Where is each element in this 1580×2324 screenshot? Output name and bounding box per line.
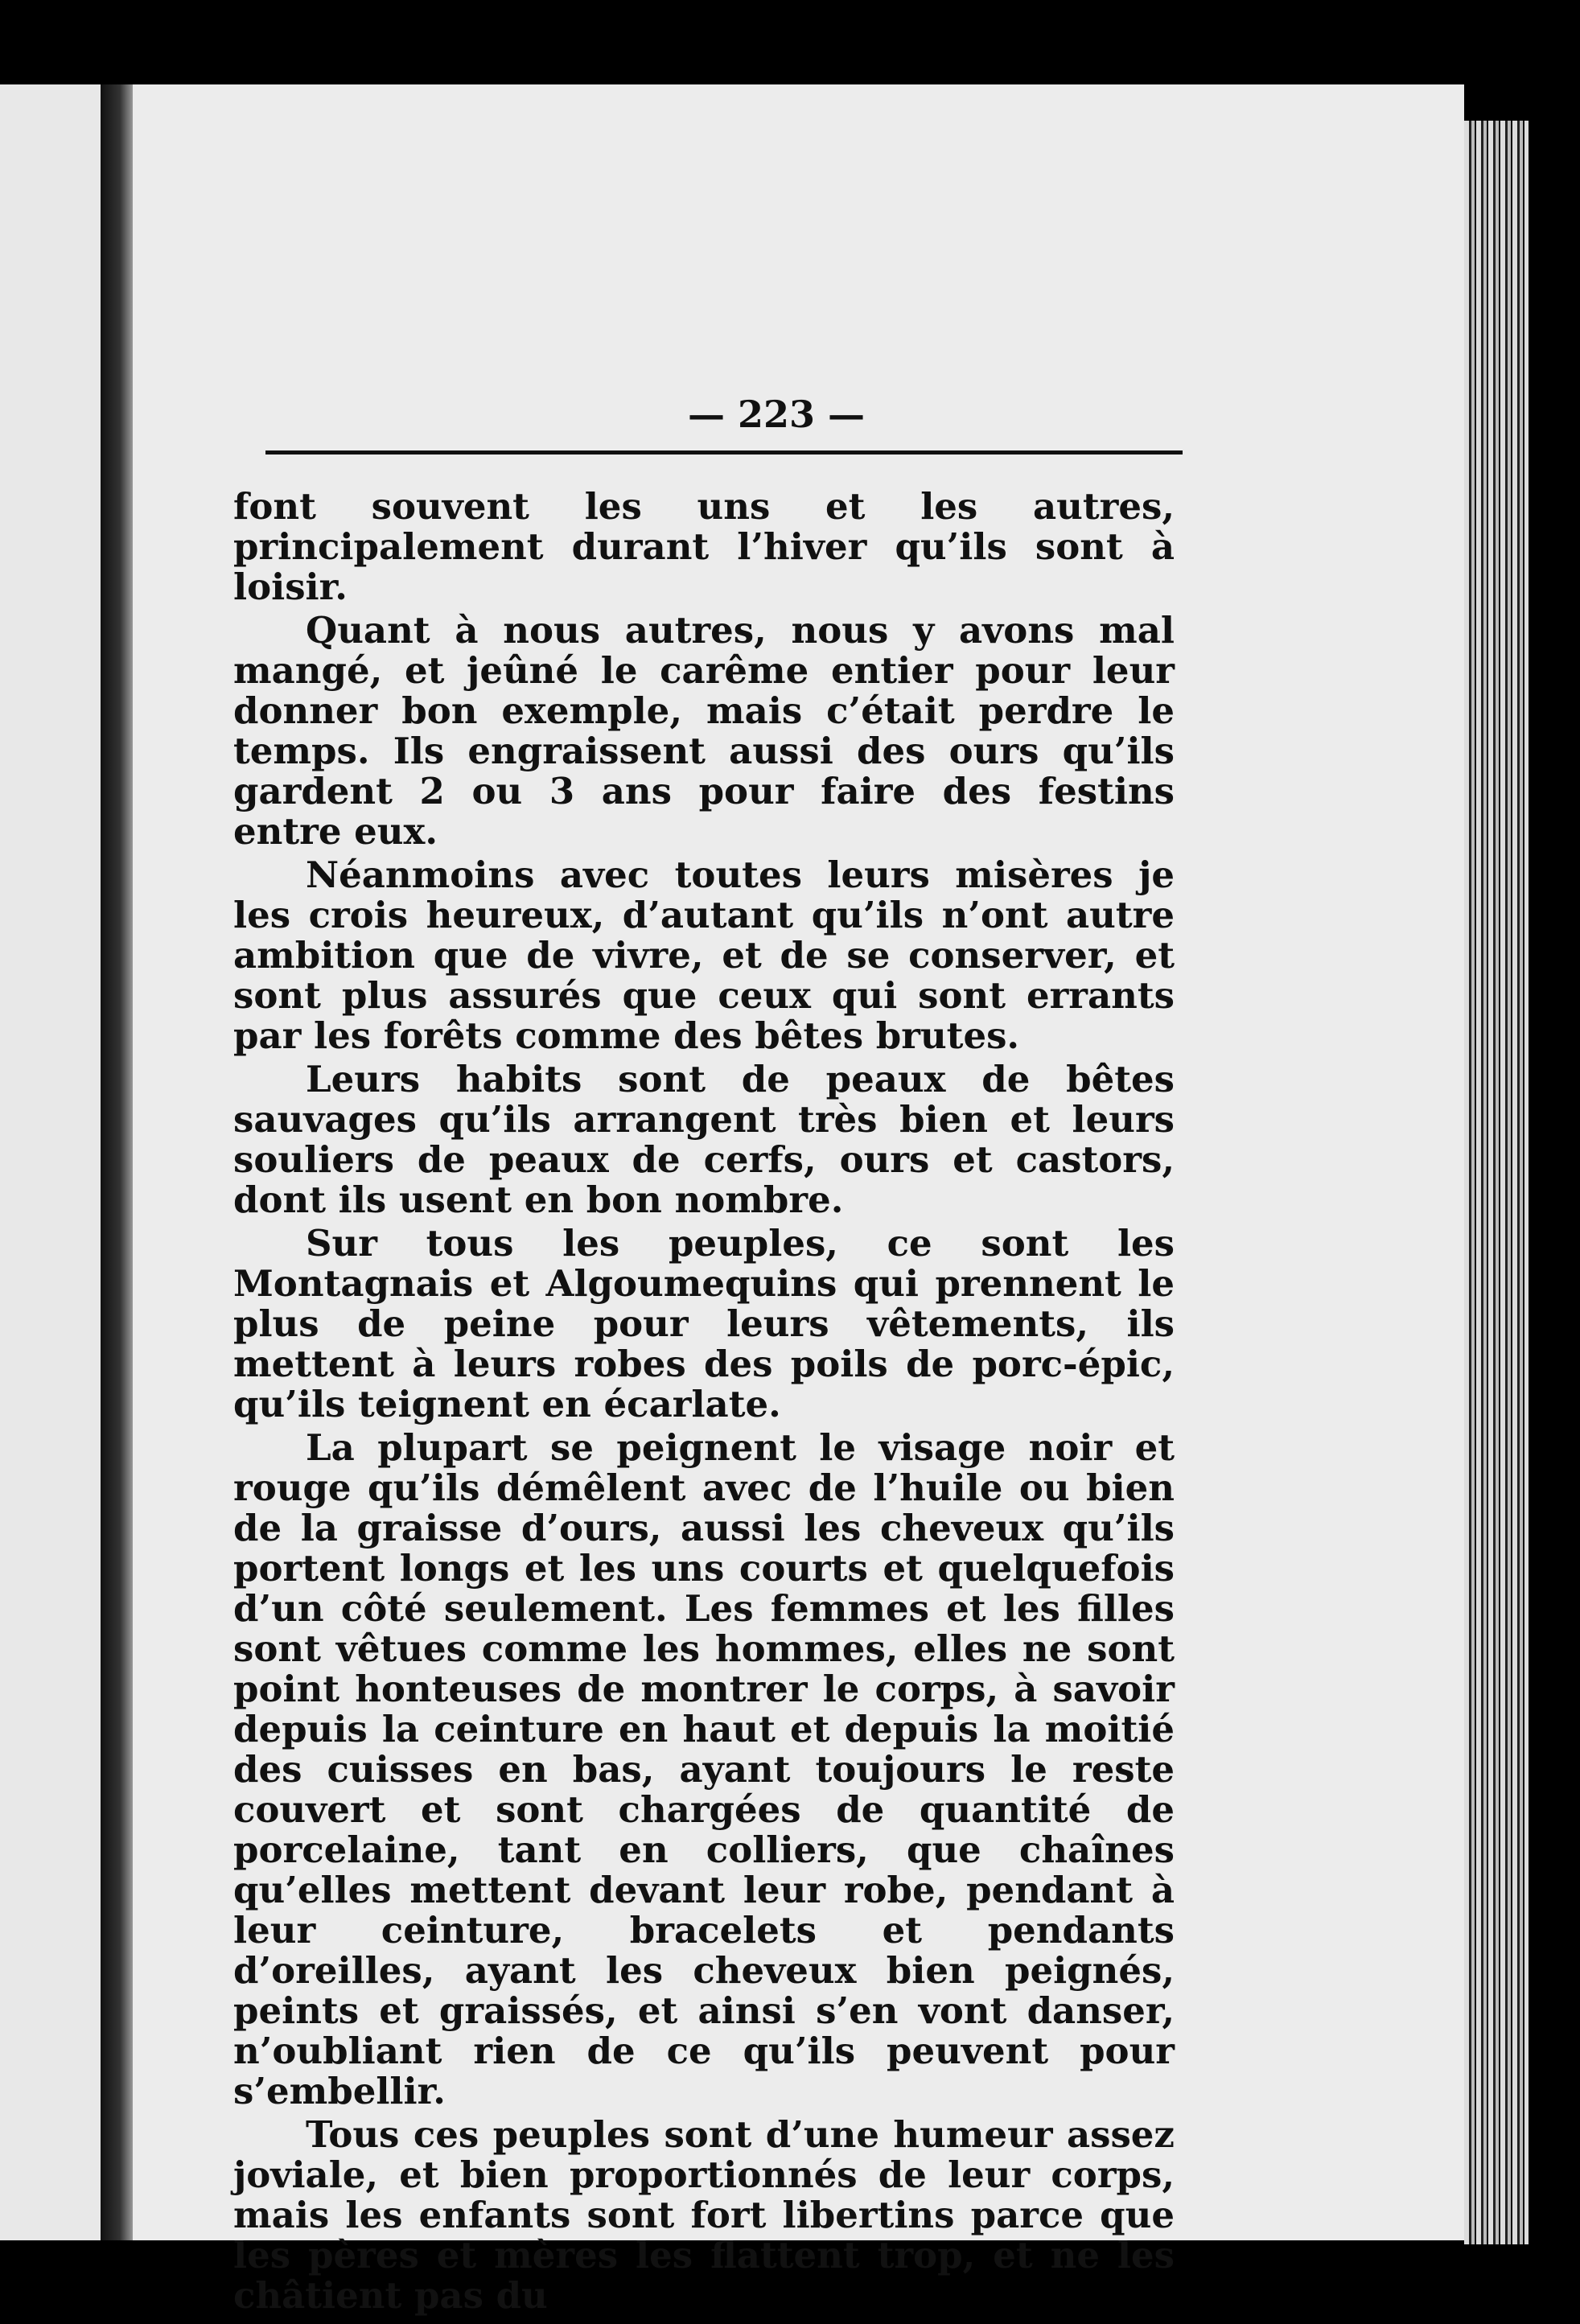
- header-rule: [265, 450, 1183, 455]
- paragraph: Tous ces peuples sont d’une humeur assez joviale, et bien proportionnés de leur corps, mais les enfants sont fort libertins parce que les pères et mères les flattent trop, et ne les châtient pas du: [233, 2113, 1175, 2317]
- page-number: — 223 —: [687, 393, 866, 436]
- paragraph: Néanmoins avec toutes leurs misères je les crois heureux, d’autant qu’ils n’ont autre ambition que de vivre, et de se conserver, et sont plus assurés que ceux qui sont errants par les forêts comme des bêtes brutes.: [233, 854, 1175, 1057]
- paragraph: La plupart se peignent le visage noir et rouge qu’ils démêlent avec de l’huile ou bien de la graisse d’ours, aussi les cheveux qu’ils portent longs et les uns courts et quelquefois d’un côté seulement. Les femmes et les filles sont vêtues comme les hommes, elles ne sont point honteuses de montrer le corps, à savoir depuis la ceinture en haut et depuis la moitié des cuisses en bas, ayant toujours le reste couvert et sont chargées de quantité de porcelaine, tant en colliers, que chaînes qu’elles mettent devant leur robe, pendant à leur ceinture, bracelets et pendants d’oreilles, ayant les cheveux bien peignés, peints et graissés, et ainsi s’en vont danser, n’oubliant rien de ce qu’ils peuvent pour s’embellir.: [233, 1426, 1175, 2112]
- body-text: [233, 487, 1175, 2319]
- paragraph: Quant à nous autres, nous y avons mal mangé, et jeûné le carême entier pour leur donner bon exemple, mais c’était perdre le temps. Ils engraissent aussi des ours qu’ils gardent 2 ou 3 ans pour faire des festins entre eux.: [233, 609, 1175, 853]
- page-fore-edge: [1464, 121, 1529, 2244]
- paragraph: Leurs habits sont de peaux de bêtes sauvages qu’ils arrangent très bien et leurs souliers de peaux de cerfs, ours et castors, dont ils usent en bon nombre.: [233, 1058, 1175, 1221]
- paragraph: Sur tous les peuples, ce sont les Montagnais et Algoumequins qui prennent le plus de peine pour leurs vêtements, ils mettent à leurs robes des poils de porc-épic, qu’ils teignent en écarlate.: [233, 1222, 1175, 1425]
- facing-page-edge: [0, 84, 101, 2240]
- book-gutter: [101, 84, 133, 2240]
- paragraph: font souvent les uns et les autres, principalement durant l’hiver qu’ils sont à loisir.: [233, 485, 1175, 608]
